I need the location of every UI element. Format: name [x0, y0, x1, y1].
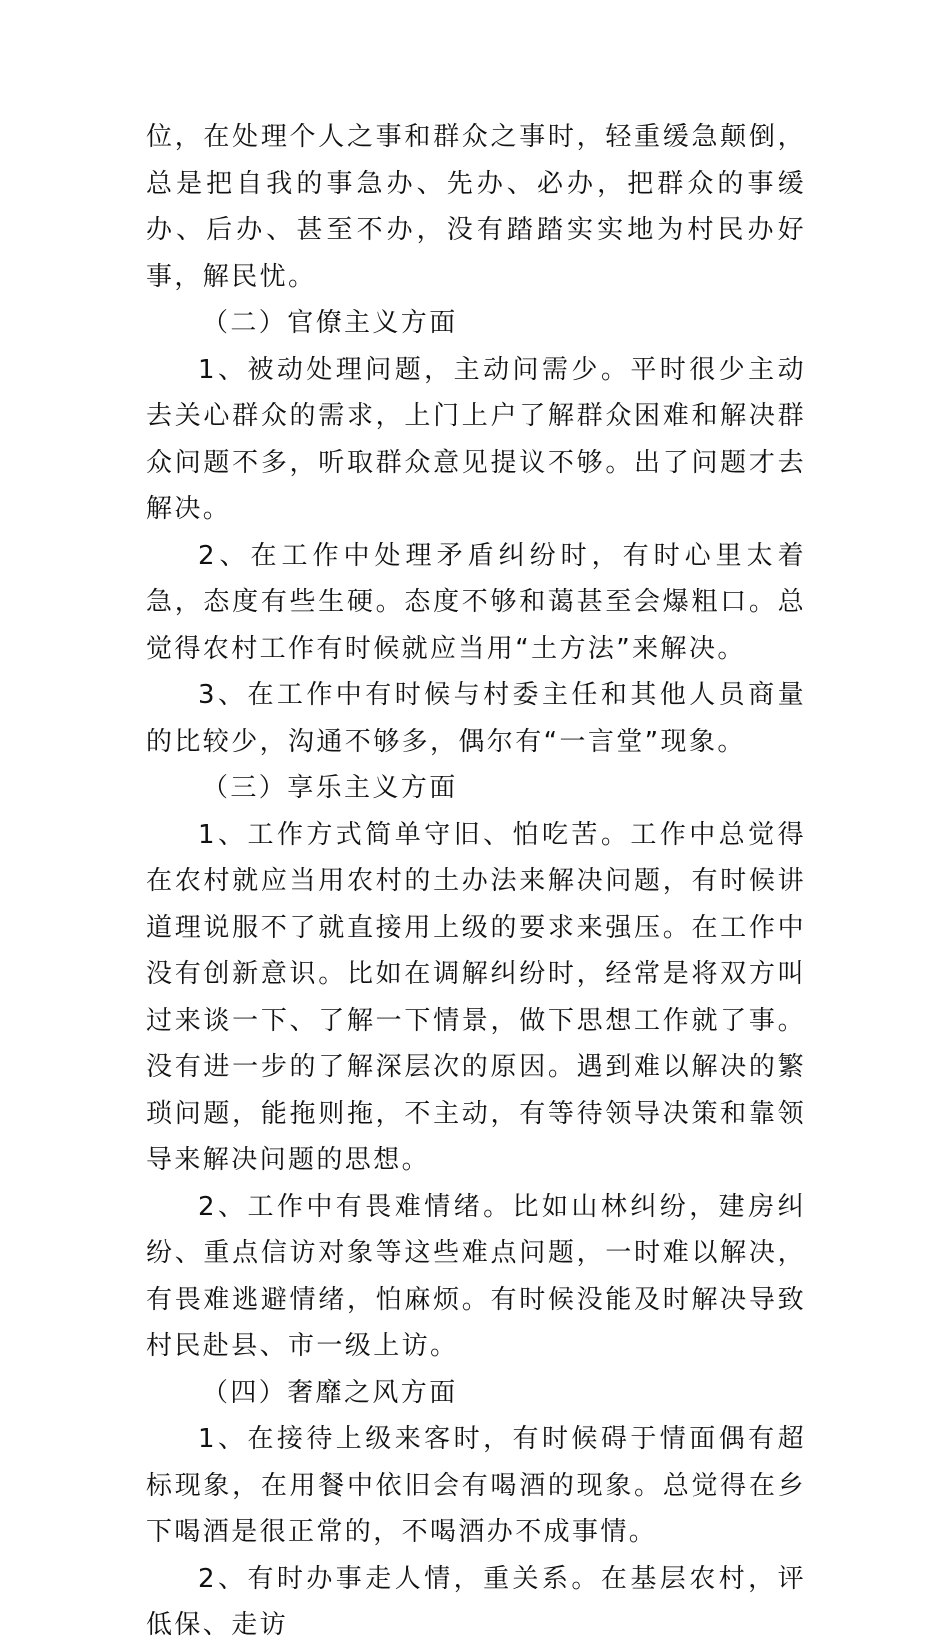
section-heading-hedonism: （三）享乐主义方面 [202, 773, 458, 803]
paragraph-item: 1、工作方式简单守旧、怕吃苦。工作中总觉得在农村就应当用农村的土办法来解决问题，有时候讲道理说服不了就直接用上级的要求来强压。在工作中没有创新意识。比如在调解纠纷时，经常是将双方叫过来谈一下、了解一下情景，做下思想工作就了事。没有进一步的了解深层次的原因。遇到难以解决的繁琐问题，能拖则拖，不主动，有等待领导决策和靠领导来解决问题的思想。 [146, 819, 806, 1175]
paragraph-item: 2、有时办事走人情，重关系。在基层农村，评低保、走访 [146, 1563, 806, 1640]
paragraph-item: 3、在工作中有时候与村委主任和其他人员商量的比较少，沟通不够多，偶尔有“一言堂”现象。 [146, 680, 806, 757]
section-heading-bureaucratism: （二）官僚主义方面 [202, 308, 458, 338]
paragraph-item: 2、工作中有畏难情绪。比如山林纠纷，建房纠纷、重点信访对象等这些难点问题，一时难以解决，有畏难逃避情绪，怕麻烦。有时候没能及时解决导致村民赴县、市一级上访。 [146, 1191, 806, 1361]
paragraph-continuation: 位，在处理个人之事和群众之事时，轻重缓急颠倒，总是把自我的事急办、先办、必办，把群众的事缓办、后办、甚至不办，没有踏踏实实地为村民办好事，解民忧。 [146, 122, 806, 292]
section-heading-extravagance: （四）奢靡之风方面 [202, 1377, 458, 1408]
paragraph-item: 1、在接待上级来客时，有时候碍于情面偶有超标现象，在用餐中依旧会有喝酒的现象。总觉得在乡下喝酒是很正常的，不喝酒办不成事情。 [146, 1424, 806, 1547]
paragraph-item: 1、被动处理问题，主动问需少。平时很少主动去关心群众的需求，上门上户了解群众困难和解决群众问题不多，听取群众意见提议不够。出了问题才去解决。 [146, 354, 806, 524]
paragraph-item: 2、在工作中处理矛盾纠纷时，有时心里太着急，态度有些生硬。态度不够和蔼甚至会爆粗口。总觉得农村工作有时候就应当用“土方法”来解决。 [146, 540, 806, 664]
document-body [146, 114, 806, 1649]
